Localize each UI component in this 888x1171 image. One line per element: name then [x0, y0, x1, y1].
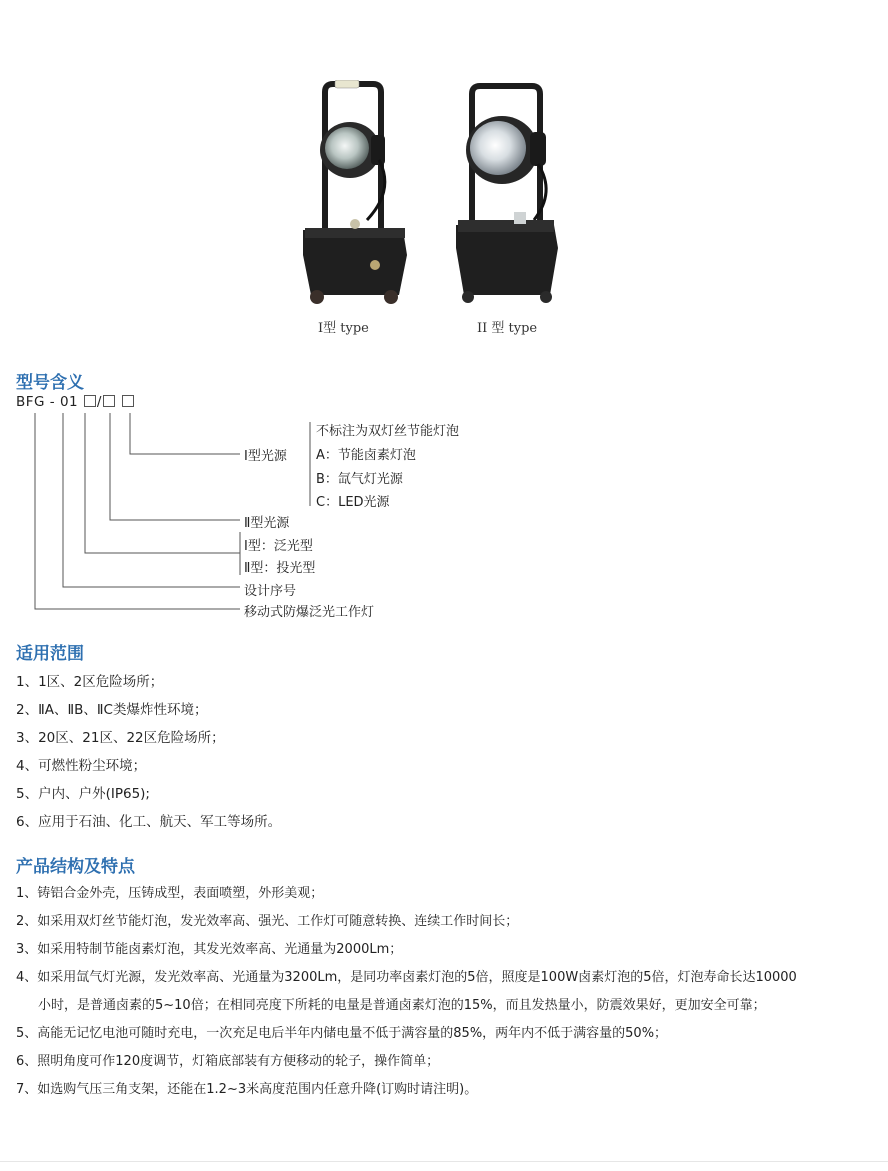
- label-flood-type: Ⅰ型：泛光型: [244, 539, 313, 554]
- label-type1-source: Ⅰ型光源: [244, 449, 287, 464]
- label-option-b: B：氙气灯光源: [316, 472, 403, 487]
- label-type2-source: Ⅱ型光源: [244, 516, 290, 531]
- scope-item: 6、应用于石油、化工、航天、军工等场所。: [16, 814, 282, 830]
- model-code-separator: /: [96, 394, 102, 410]
- feature-item: 2、如采用双灯丝节能灯泡，发光效率高、强光、工作灯可随意转换、连续工作时间长；: [16, 914, 519, 929]
- scope-item: 4、可燃性粉尘环境；: [16, 758, 147, 774]
- label-product-name: 移动式防爆泛光工作灯: [244, 605, 375, 620]
- label-design-number: 设计序号: [244, 584, 297, 599]
- model-code-prefix: BFG - 01: [16, 394, 79, 410]
- label-option-a: A：节能卤素灯泡: [316, 448, 416, 463]
- scope-item: 5、户内、户外(IP65);: [16, 786, 150, 802]
- features-list: [16, 880, 797, 1104]
- feature-item: 4、如采用氙气灯光源，发光效率高、光通量为3200Lm，是同功率卤素灯泡的5倍，照度是100W卤素灯泡的5倍，灯泡寿命长达10000: [16, 970, 797, 985]
- feature-item: 6、照明角度可作120度调节，灯箱底部装有方便移动的轮子，操作简单；: [16, 1054, 440, 1069]
- type2-caption: II 型 type: [477, 321, 538, 336]
- label-no-mark: 不标注为双灯丝节能灯泡: [316, 424, 460, 439]
- features-title: 产品结构及特点: [16, 857, 135, 877]
- feature-item: 7、如选购气压三角支架，还能在1.2~3米高度范围内任意升降(订购时请注明)。: [16, 1082, 478, 1097]
- label-option-c: C：LED光源: [316, 495, 390, 510]
- feature-item-continuation: 小时，是普通卤素的5~10倍；在相同亮度下所耗的电量是普通卤素灯泡的15%，而且发热量小，防震效果好，更加安全可靠；: [38, 998, 766, 1013]
- scope-list: [16, 668, 281, 836]
- bottom-divider: [0, 1161, 888, 1162]
- scope-title: 适用范围: [16, 644, 84, 664]
- scope-item: 2、ⅡA、ⅡB、ⅡC类爆炸性环境；: [16, 702, 208, 718]
- feature-item: 3、如采用特制节能卤素灯泡，其发光效率高、光通量为2000Lm；: [16, 942, 403, 957]
- scope-item: 3、20区、21区、22区危险场所；: [16, 730, 225, 746]
- type1-caption: I型 type: [318, 321, 369, 336]
- label-spot-type: Ⅱ型：投光型: [244, 561, 316, 576]
- feature-item: 5、高能无记忆电池可随时充电，一次充足电后半年内储电量不低于满容量的85%，两年内不低于满容量的50%；: [16, 1026, 668, 1041]
- feature-item: 1、铸铝合金外壳，压铸成型，表面喷塑，外形美观；: [16, 886, 324, 901]
- model-meaning-title: 型号含义: [16, 373, 84, 393]
- scope-item: 1、1区、2区危险场所；: [16, 674, 164, 690]
